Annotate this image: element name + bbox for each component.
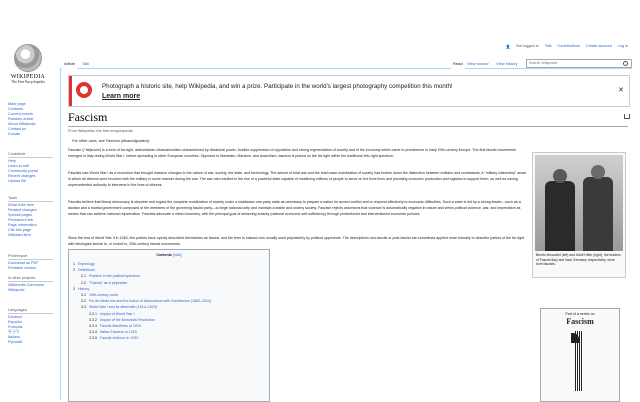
- talk-link[interactable]: Talk: [544, 44, 552, 48]
- sidebar-contribute: [8, 152, 53, 184]
- title-divider: [68, 126, 628, 127]
- image-caption: Benito Mussolini (left) and Adolf Hitler (right), the leaders of Fascist Italy and Nazi Germany respectively, were both fascists.: [536, 253, 621, 267]
- sidebar-item-main-page[interactable]: Main page: [8, 102, 26, 106]
- toc-item-number: 3.3.1: [89, 311, 97, 316]
- paragraph-war: Fascists saw World War I as a revolution that brought massive changes to the nature of war, society, the state, and technology. The advent of total war and the total mass mobilization of society had broken down the distinction between civilians and combatants. A "military citizenship" arose in which all citizens were involved with the military in some manner during the war. The war had resulted in the rise of a powerful state capable of mobilizing millions of people to serve on the front lines and providing economic production and logistics to support them, as well as having unprecedented authority to intervene in the lives of citizens.: [68, 171, 527, 187]
- sidebar-item-contents[interactable]: Contents: [8, 107, 24, 111]
- tab-view-source[interactable]: View source: [467, 61, 489, 66]
- sidebar-print: [8, 254, 53, 271]
- sidebar-item-wikiquote[interactable]: Wikiquote: [8, 288, 25, 292]
- toc-item-label[interactable]: Impact of the Bolshevik Revolution: [100, 317, 156, 322]
- search-input[interactable]: Search Wikipedia: [526, 59, 632, 68]
- sidebar-lang-italiano[interactable]: Italiano: [8, 335, 21, 339]
- toc-item[interactable]: [73, 262, 95, 266]
- toc-item[interactable]: [89, 324, 141, 328]
- site-subtitle: From Wikipedia, the free encyclopedia: [68, 129, 133, 133]
- globe-icon: [14, 44, 42, 72]
- logo-tagline: The Free Encyclopedia: [11, 80, 45, 84]
- toc-item-label[interactable]: Definitions: [78, 268, 95, 273]
- sidebar-item-current-events[interactable]: Current events: [8, 112, 33, 116]
- sidebar-item-printable-version[interactable]: Printable version: [8, 266, 37, 270]
- sidebar-heading-languages: Languages: [8, 308, 53, 314]
- sidebar-other-projects: [8, 276, 53, 293]
- toc-item-label[interactable]: Fascist Manifesto of 1919: [100, 324, 141, 328]
- sidebar-item-wikidata-item[interactable]: Wikidata item: [8, 233, 31, 237]
- not-logged-in-label: Not logged in: [516, 44, 539, 48]
- toc-item-number: 3: [73, 286, 75, 291]
- paragraph-intro: Fascism (/ˈfæʃɪzəm/) is a form of far-right, authoritarian ultranationalism characterized by dictatorial power, forcible suppression of opposition and strong regimentation of society and of the economy which came to prominence in early 20th-century Europe. The first fascist movements emerged in Italy during World War I, before spreading to other European countries. Opposed to liberalism, Marxism, and anarchism, fascism is placed on the far right within the traditional left–right spectrum.: [68, 148, 517, 158]
- paragraph-postwar: Since the end of World War II in 1945, few parties have openly described themselves as fascist, and the term is instead now usually used pejoratively by political opponents. The descriptions neo-fascist or post-fascist are sometimes applied more formally to describe parties of the far right with ideologies similar to, or rooted in, 20th-century fascist movements.: [68, 236, 525, 246]
- create-account-link[interactable]: Create account: [585, 44, 612, 48]
- sidebar-item-related-changes[interactable]: Related changes: [8, 208, 37, 212]
- sidebar-item-random-article[interactable]: Random article: [8, 117, 34, 121]
- sidebar-heading-other-projects: In other projects: [8, 276, 53, 282]
- toc-item-label[interactable]: Etymology: [78, 262, 95, 266]
- sidebar-item-page-information[interactable]: Page information: [8, 223, 37, 227]
- toc-item-number: 1: [73, 262, 75, 266]
- hatnote: For other uses, see Fascism (disambiguation).: [72, 139, 151, 143]
- sidebar-item-help[interactable]: Help: [8, 159, 16, 163]
- toc-item-label[interactable]: Italian Fascism in 1920: [100, 330, 137, 335]
- sidebar-item-donate[interactable]: Donate: [8, 132, 21, 136]
- sidebar-item-what-links-here[interactable]: What links here: [8, 203, 35, 207]
- wikipedia-logo[interactable]: [6, 44, 50, 84]
- toc-item-label[interactable]: Position in the political spectrum: [89, 274, 141, 279]
- series-name[interactable]: Fascism: [566, 317, 594, 326]
- toc-item[interactable]: [73, 268, 95, 272]
- sidebar-lang-espanol[interactable]: Español: [8, 320, 22, 324]
- login-link[interactable]: Log in: [617, 44, 628, 48]
- tab-article[interactable]: Article: [62, 59, 77, 69]
- personal-tools: [506, 44, 628, 49]
- infobox-image: [532, 152, 626, 278]
- toc-item[interactable]: [81, 299, 211, 303]
- logo-wordmark: WIKIPEDIA: [10, 74, 46, 80]
- toc-item-number: 2: [73, 268, 75, 273]
- sidebar-item-learn-to-edit[interactable]: Learn to edit: [8, 164, 30, 168]
- sidebar-item-contact[interactable]: Contact us: [8, 127, 27, 131]
- sidebar-heading-tools: Tools: [8, 196, 53, 202]
- toc-item-number: 3.3.5: [89, 336, 97, 341]
- sidebar-lang-deutsch[interactable]: Deutsch: [8, 315, 22, 319]
- tab-view-history[interactable]: View history: [496, 61, 518, 66]
- photo-mussolini-hitler[interactable]: [535, 155, 623, 251]
- sidebar-item-download-pdf[interactable]: Download as PDF: [8, 261, 39, 265]
- toc-item-number: 3.1: [81, 293, 86, 297]
- toc-item-number: 3.2: [81, 299, 86, 304]
- toc-item[interactable]: [81, 281, 127, 285]
- banner-accent: [69, 76, 72, 106]
- page-title: Fascism: [68, 110, 108, 124]
- table-of-contents: [68, 249, 270, 402]
- toc-item[interactable]: [89, 312, 135, 316]
- search-icon[interactable]: [623, 61, 628, 66]
- toc-item-label[interactable]: Fascist violence in 1922: [100, 336, 139, 341]
- sidebar-item-community-portal[interactable]: Community portal: [8, 169, 38, 173]
- photo-contest-banner: [68, 75, 630, 107]
- series-prefix: Part of a series on: [565, 312, 595, 316]
- sidebar-item-special-pages[interactable]: Special pages: [8, 213, 32, 217]
- sidebar-lang-russian[interactable]: Русский: [8, 340, 23, 344]
- contributions-link[interactable]: Contributions: [557, 44, 580, 48]
- sidebar-item-about[interactable]: About Wikipedia: [8, 122, 36, 126]
- sidebar-lang-korean[interactable]: 한국어: [8, 330, 20, 334]
- paragraph-beliefs: Fascists believe that liberal democracy is obsolete and regard the complete mobilization of society under a totalitarian one-party state as necessary to prepare a nation for armed conflict and to respond effectively to economic difficulties. Such a state is led by a strong leader—such as a dictator and a martial government composed of the members of the governing fascist party—to forge national unity and maintain a stable and orderly society. Fascism rejects assertions that violence is automatically negative in nature and views political violence, war, and imperialism as means that can achieve national rejuvenation. Fascists advocate a mixed economy, with the principal goal of achieving autarky (national economic self-sufficiency) through protectionist and interventionist economic policies.: [68, 200, 521, 216]
- figure-left: [545, 181, 575, 251]
- banner-message: Photograph a historic site, help Wikipedia, and win a prize. Participate in the world's largest photography competition this month!: [102, 83, 453, 90]
- sidebar-item-cite-this-page[interactable]: Cite this page: [8, 228, 32, 232]
- tab-talk[interactable]: Talk: [82, 61, 90, 66]
- camera-icon: [76, 82, 92, 98]
- head-right: [591, 165, 605, 179]
- toc-item-label[interactable]: "Fascist" as a pejorative: [89, 280, 128, 285]
- toc-item[interactable]: [89, 336, 138, 340]
- toc-item[interactable]: [89, 318, 155, 322]
- sidebar-heading-contribute: Contribute: [8, 152, 53, 158]
- toc-item[interactable]: [81, 293, 118, 297]
- sidebar-lang-francais[interactable]: Français: [8, 325, 23, 329]
- toc-item-label[interactable]: History: [78, 286, 90, 291]
- learn-more-link[interactable]: Learn more: [102, 93, 141, 100]
- sidebar-item-commons[interactable]: Wikimedia Commons: [8, 283, 44, 287]
- sidebar-languages: [8, 308, 53, 345]
- toc-item[interactable]: [81, 305, 157, 309]
- figure-right: [583, 177, 613, 251]
- sidebar-item-upload-file[interactable]: Upload file: [8, 179, 26, 183]
- toc-item-number: 2.1: [81, 274, 86, 279]
- close-icon[interactable]: ✕: [618, 87, 624, 94]
- series-box: [540, 308, 620, 402]
- head-left: [553, 169, 567, 183]
- tab-read[interactable]: Read: [451, 59, 465, 69]
- fasces-icon: [575, 331, 583, 391]
- toc-title: Contents: [156, 253, 172, 257]
- toc-item-number: 3.3: [81, 305, 86, 310]
- toc-item-number: 3.3.4: [89, 330, 97, 335]
- toc-item-label[interactable]: 19th-century roots: [89, 293, 118, 297]
- user-icon: 👤: [505, 45, 511, 49]
- toc-item[interactable]: [81, 274, 140, 278]
- toc-hide-toggle[interactable]: [hide]: [172, 253, 182, 257]
- toc-item-number: 3.3.2: [89, 317, 97, 322]
- sidebar-tools: [8, 196, 53, 238]
- toc-item-label[interactable]: Impact of World War I: [100, 311, 135, 316]
- toc-item-number: 3.3.3: [89, 324, 97, 328]
- toc-item[interactable]: [73, 287, 89, 291]
- toc-item-label[interactable]: Fin de siècle era and the fusion of Maurrasism with Sorelianism (1880–1914): [89, 299, 212, 304]
- sidebar-nav: [8, 102, 53, 137]
- lock-icon[interactable]: [624, 114, 630, 119]
- toc-item-label[interactable]: World War I and its aftermath (1914–1929): [89, 305, 157, 310]
- sidebar-item-recent-changes[interactable]: Recent changes: [8, 174, 36, 178]
- toc-item[interactable]: [89, 330, 137, 334]
- toc-item-number: 2.2: [81, 280, 86, 285]
- sidebar-heading-print: Print/export: [8, 254, 53, 260]
- sidebar-item-permanent-link[interactable]: Permanent link: [8, 218, 34, 222]
